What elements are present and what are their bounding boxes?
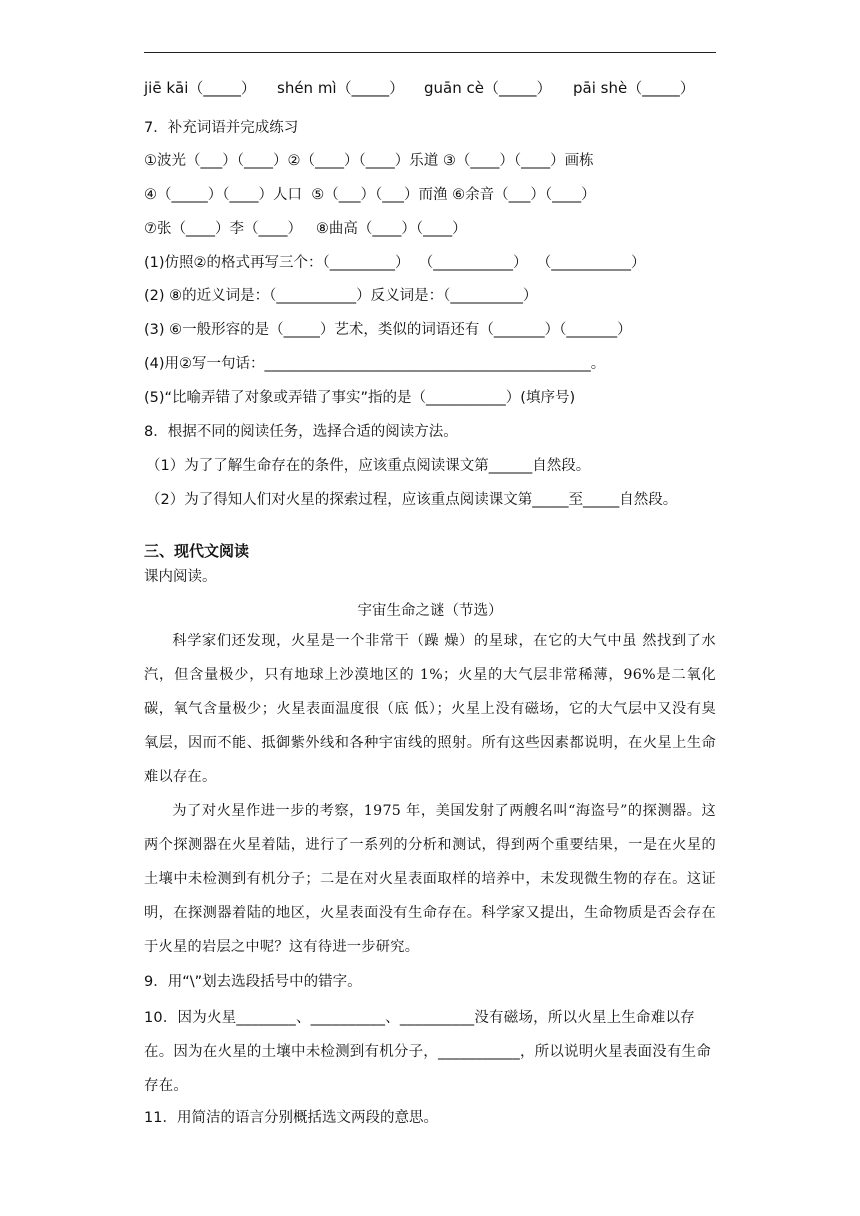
q7-sub-3: (3) ⑥一般形容的是（_____）艺术，类似的词语还有（_______）（_______） xyxy=(144,322,632,338)
q8-sub-1: （1）为了了解生命存在的条件，应该重点阅读课文第______自然段。 xyxy=(146,458,591,474)
question-8-title: 8．根据不同的阅读任务，选择合适的阅读方法。 xyxy=(144,424,458,440)
section-subheading: 课内阅读。 xyxy=(144,569,217,585)
q8-sub-2: （2）为了得知人们对火星的探索过程，应该重点阅读课文第_____至_____自然段。 xyxy=(146,492,678,508)
pinyin-item: pāi shè（_____） xyxy=(573,79,695,97)
q7-sub-5: (5)“比喻弄错了对象或弄错了事实”指的是（___________）(填序号) xyxy=(144,390,576,406)
pinyin-item: guān cè（_____） xyxy=(424,79,552,97)
question-9: 9．用“\”划去选段括号中的错字。 xyxy=(144,974,362,990)
q7-row-3: ⑦张（____）李（____） ⑧曲高（____）（____） xyxy=(144,221,467,237)
passage-paragraph: 为了对火星作进一步的考察，1975 年，美国发射了两艘名叫“海盗号”的探测器。这两个探测器在火星着陆，进行了一系列的分析和测试，得到两个重要结果，一是在火星的土壤中未检测到有机分子；二是在对火星表面取样的培养中，未发现微生物的存在。这证明，在探测器着陆的地区，火星表面没有生命存在。科学家又提出，生命物质是否会存在于火星的岩层之中呢？这有待进一步研究。 xyxy=(144,803,716,955)
passage-body xyxy=(144,624,716,964)
top-divider xyxy=(144,52,716,53)
q7-row-1: ①波光（___）（____）②（____）（____）乐道 ③（____）（____）画栋 xyxy=(144,153,594,169)
q7-sub-4: (4)用②写一句话：_____________________________________________。 xyxy=(144,356,606,372)
passage-paragraph: 科学家们还发现，火星是一个非常干（躁 燥）的星球，在它的大气中虽 然找到了水汽，但含量极少，只有地球上沙漠地区的 1%；火星的大气层非常稀薄，96%是二氧化碳，氧气含量极少；火星表面温度很（底 低）；火星上没有磁场，它的大气层中又没有臭氧层，因而不能、抵御紫外线和各种宇宙线的照射。所有这些因素都说明，在火星上生命难以存在。 xyxy=(144,633,716,785)
question-10-text: 10．因为火星________、__________、__________没有磁场，所以火星上生命难以存在。因为在火星的土壤中未检测到有机分子，___________，所以说明火星表面没有生命存在。 xyxy=(144,1010,712,1094)
question-11: 11．用简洁的语言分别概括选文两段的意思。 xyxy=(144,1110,438,1126)
pinyin-item: shén mì（_____） xyxy=(277,79,405,97)
q7-sub-2: (2) ⑧的近义词是：（___________）反义词是：（__________） xyxy=(144,288,538,304)
section-heading: 三、现代文阅读 xyxy=(144,542,250,560)
question-7-title: 7．补充词语并完成练习 xyxy=(144,120,299,136)
q7-row-2: ④（_____）（____）人口 ⑤（___）（___）而渔 ⑥余音（___）（____） xyxy=(144,187,596,203)
passage-title: 宇宙生命之谜（节选） xyxy=(357,603,503,619)
pinyin-item: jiē kāi（_____） xyxy=(144,79,256,97)
q7-sub-1: (1)仿照②的格式再写三个：（_________） （___________） （___________） xyxy=(144,255,646,271)
question-10 xyxy=(144,1001,716,1103)
